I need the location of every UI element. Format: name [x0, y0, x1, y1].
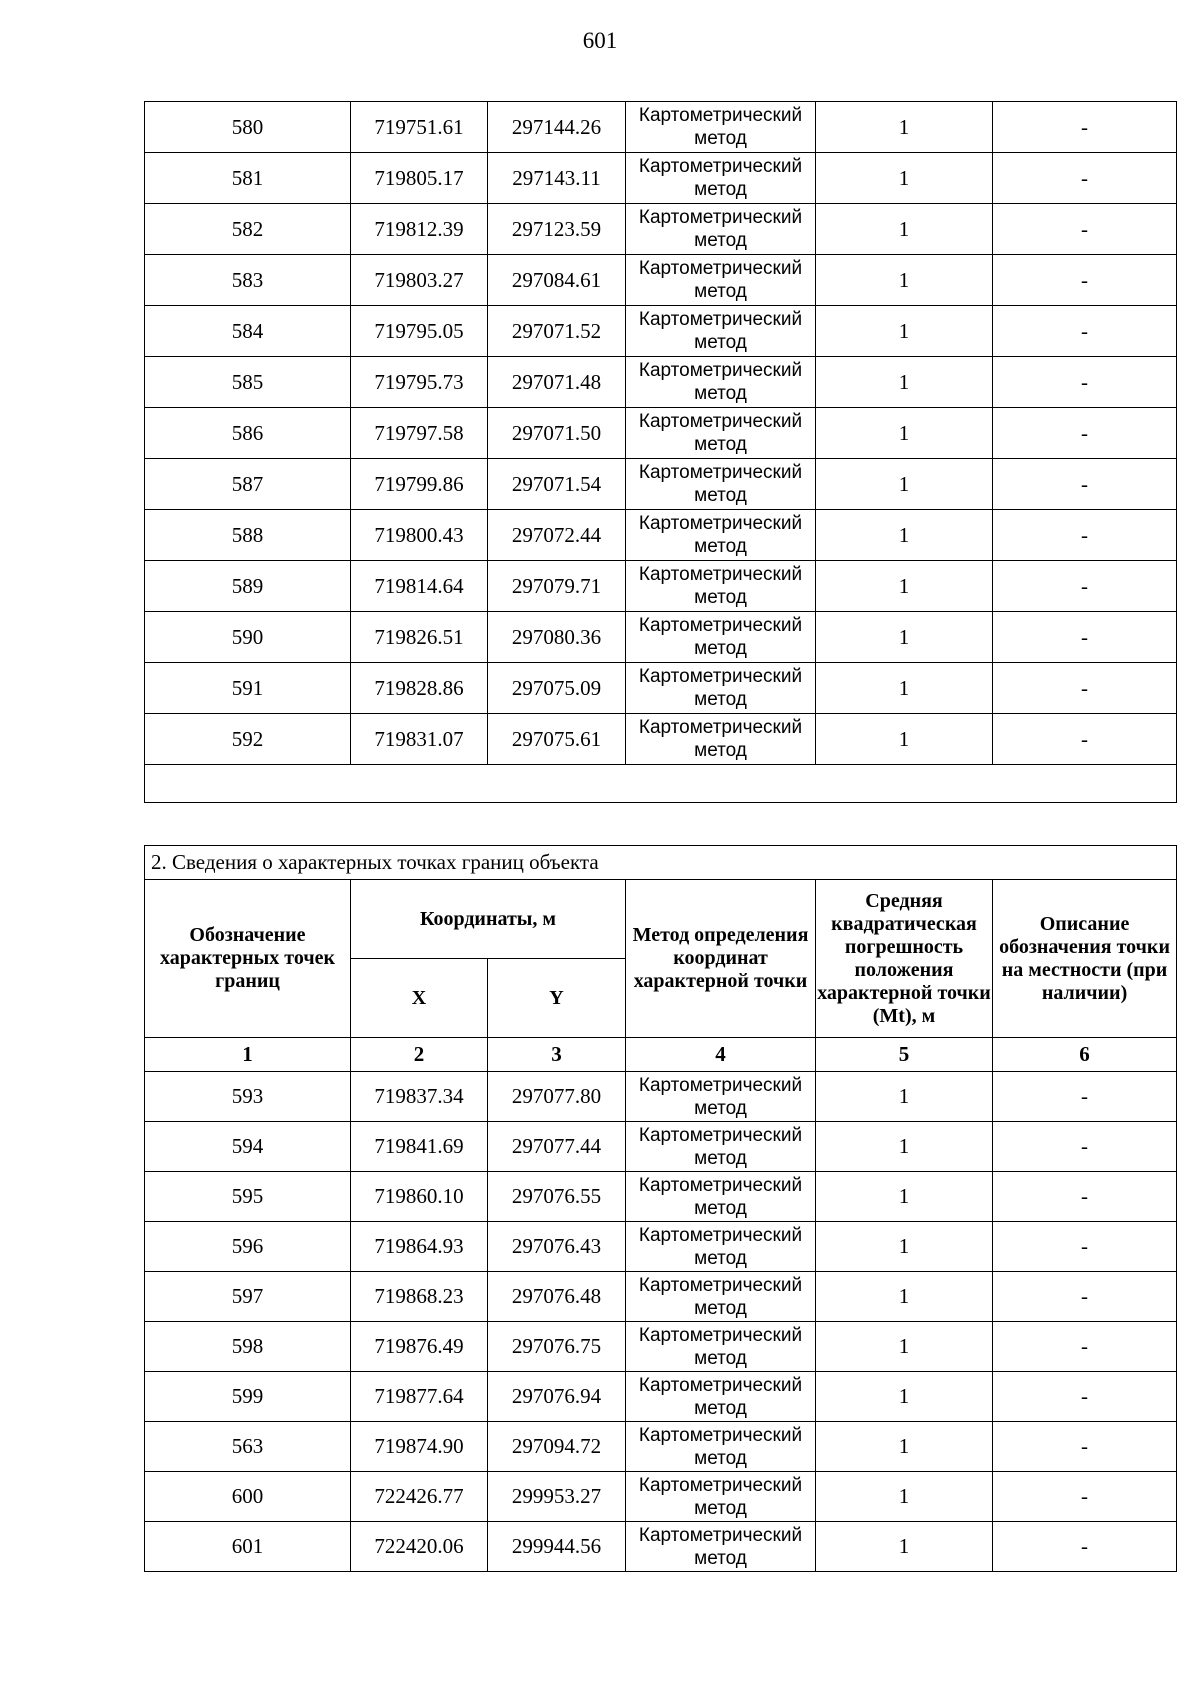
boundary-points-table — [144, 845, 1177, 1572]
header-description: Описание обозначения точки на местности (при наличии) — [993, 880, 1177, 1038]
description-cell: - — [993, 357, 1177, 408]
description-cell: - — [993, 1322, 1177, 1372]
point-number-cell: 588 — [145, 510, 351, 561]
description-cell: - — [993, 1272, 1177, 1322]
method-cell: Картометрический метод — [626, 1372, 816, 1422]
y-coordinate-cell: 297076.55 — [488, 1172, 626, 1222]
y-coordinate-cell: 297071.48 — [488, 357, 626, 408]
accuracy-cell: 1 — [816, 1322, 993, 1372]
point-number-cell: 601 — [145, 1522, 351, 1572]
table-row — [145, 1522, 1177, 1572]
accuracy-cell: 1 — [816, 1422, 993, 1472]
description-cell: - — [993, 714, 1177, 765]
header-accuracy: Средняя квадратическая погрешность положения характерной точки (Mt), м — [816, 880, 993, 1038]
column-number: 1 — [145, 1038, 351, 1072]
method-cell: Картометрический метод — [626, 1322, 816, 1372]
header-coordinates: Координаты, м — [351, 880, 626, 959]
description-cell: - — [993, 204, 1177, 255]
point-number-cell: 599 — [145, 1372, 351, 1422]
point-number-cell: 597 — [145, 1272, 351, 1322]
x-coordinate-cell: 719751.61 — [351, 102, 488, 153]
table-row — [145, 1472, 1177, 1522]
x-coordinate-cell: 719799.86 — [351, 459, 488, 510]
accuracy-cell: 1 — [816, 714, 993, 765]
description-cell: - — [993, 255, 1177, 306]
x-coordinate-cell: 719828.86 — [351, 663, 488, 714]
point-number-cell: 582 — [145, 204, 351, 255]
boundary-points-table-body — [145, 1072, 1177, 1572]
header-x: X — [351, 959, 488, 1038]
accuracy-cell: 1 — [816, 1172, 993, 1222]
method-cell: Картометрический метод — [626, 102, 816, 153]
accuracy-cell: 1 — [816, 153, 993, 204]
accuracy-cell: 1 — [816, 663, 993, 714]
point-number-cell: 590 — [145, 612, 351, 663]
table-empty-row — [145, 765, 1177, 803]
method-cell: Картометрический метод — [626, 612, 816, 663]
y-coordinate-cell: 297144.26 — [488, 102, 626, 153]
x-coordinate-cell: 719826.51 — [351, 612, 488, 663]
y-coordinate-cell: 299944.56 — [488, 1522, 626, 1572]
method-cell: Картометрический метод — [626, 357, 816, 408]
description-cell: - — [993, 612, 1177, 663]
point-number-cell: 583 — [145, 255, 351, 306]
y-coordinate-cell: 297077.44 — [488, 1122, 626, 1172]
description-cell: - — [993, 510, 1177, 561]
table-row — [145, 306, 1177, 357]
table-row — [145, 1372, 1177, 1422]
x-coordinate-cell: 719860.10 — [351, 1172, 488, 1222]
description-cell: - — [993, 1172, 1177, 1222]
y-coordinate-cell: 297071.52 — [488, 306, 626, 357]
description-cell: - — [993, 1422, 1177, 1472]
x-coordinate-cell: 719803.27 — [351, 255, 488, 306]
x-coordinate-cell: 719864.93 — [351, 1222, 488, 1272]
method-cell: Картометрический метод — [626, 663, 816, 714]
y-coordinate-cell: 297094.72 — [488, 1422, 626, 1472]
table-row — [145, 663, 1177, 714]
x-coordinate-cell: 719800.43 — [351, 510, 488, 561]
y-coordinate-cell: 297076.94 — [488, 1372, 626, 1422]
y-coordinate-cell: 297076.48 — [488, 1272, 626, 1322]
table-row — [145, 1172, 1177, 1222]
method-cell: Картометрический метод — [626, 714, 816, 765]
x-coordinate-cell: 719797.58 — [351, 408, 488, 459]
table-row — [145, 204, 1177, 255]
method-cell: Картометрический метод — [626, 1222, 816, 1272]
point-number-cell: 580 — [145, 102, 351, 153]
point-number-cell: 586 — [145, 408, 351, 459]
accuracy-cell: 1 — [816, 204, 993, 255]
description-cell: - — [993, 102, 1177, 153]
method-cell: Картометрический метод — [626, 1272, 816, 1322]
column-number: 2 — [351, 1038, 488, 1072]
table-row — [145, 1422, 1177, 1472]
y-coordinate-cell: 297071.54 — [488, 459, 626, 510]
method-cell: Картометрический метод — [626, 306, 816, 357]
description-cell: - — [993, 1472, 1177, 1522]
accuracy-cell: 1 — [816, 102, 993, 153]
coordinates-table-continued — [144, 101, 1177, 803]
method-cell: Картометрический метод — [626, 1522, 816, 1572]
y-coordinate-cell: 297084.61 — [488, 255, 626, 306]
table-row — [145, 408, 1177, 459]
accuracy-cell: 1 — [816, 255, 993, 306]
table-row — [145, 1222, 1177, 1272]
y-coordinate-cell: 297080.36 — [488, 612, 626, 663]
y-coordinate-cell: 297075.09 — [488, 663, 626, 714]
table-row — [145, 459, 1177, 510]
column-number: 6 — [993, 1038, 1177, 1072]
table-caption-row — [145, 846, 1177, 880]
y-coordinate-cell: 297079.71 — [488, 561, 626, 612]
point-number-cell: 581 — [145, 153, 351, 204]
method-cell: Картометрический метод — [626, 459, 816, 510]
y-coordinate-cell: 297076.75 — [488, 1322, 626, 1372]
method-cell: Картометрический метод — [626, 204, 816, 255]
page-number: 601 — [582, 28, 618, 53]
x-coordinate-cell: 719841.69 — [351, 1122, 488, 1172]
point-number-cell: 598 — [145, 1322, 351, 1372]
table-row — [145, 102, 1177, 153]
table-row — [145, 1072, 1177, 1122]
x-coordinate-cell: 722420.06 — [351, 1522, 488, 1572]
point-number-cell: 595 — [145, 1172, 351, 1222]
accuracy-cell: 1 — [816, 408, 993, 459]
x-coordinate-cell: 719812.39 — [351, 204, 488, 255]
coordinates-table-body — [145, 102, 1177, 765]
method-cell: Картометрический метод — [626, 1072, 816, 1122]
y-coordinate-cell: 297143.11 — [488, 153, 626, 204]
point-number-cell: 587 — [145, 459, 351, 510]
y-coordinate-cell: 297071.50 — [488, 408, 626, 459]
method-cell: Картометрический метод — [626, 561, 816, 612]
method-cell: Картометрический метод — [626, 1172, 816, 1222]
y-coordinate-cell: 297076.43 — [488, 1222, 626, 1272]
y-coordinate-cell: 297077.80 — [488, 1072, 626, 1122]
description-cell: - — [993, 1122, 1177, 1172]
x-coordinate-cell: 719868.23 — [351, 1272, 488, 1322]
x-coordinate-cell: 719876.49 — [351, 1322, 488, 1372]
point-number-cell: 584 — [145, 306, 351, 357]
accuracy-cell: 1 — [816, 612, 993, 663]
accuracy-cell: 1 — [816, 510, 993, 561]
y-coordinate-cell: 299953.27 — [488, 1472, 626, 1522]
accuracy-cell: 1 — [816, 561, 993, 612]
table-row — [145, 1272, 1177, 1322]
table-row — [145, 1322, 1177, 1372]
point-number-cell: 592 — [145, 714, 351, 765]
table-row — [145, 510, 1177, 561]
table-row — [145, 1122, 1177, 1172]
column-number: 4 — [626, 1038, 816, 1072]
description-cell: - — [993, 306, 1177, 357]
y-coordinate-cell: 297072.44 — [488, 510, 626, 561]
method-cell: Картометрический метод — [626, 408, 816, 459]
x-coordinate-cell: 719877.64 — [351, 1372, 488, 1422]
accuracy-cell: 1 — [816, 1522, 993, 1572]
x-coordinate-cell: 719795.05 — [351, 306, 488, 357]
point-number-cell: 594 — [145, 1122, 351, 1172]
column-number-row — [145, 1038, 1177, 1072]
table-row — [145, 561, 1177, 612]
accuracy-cell: 1 — [816, 1472, 993, 1522]
x-coordinate-cell: 719831.07 — [351, 714, 488, 765]
accuracy-cell: 1 — [816, 1222, 993, 1272]
y-coordinate-cell: 297075.61 — [488, 714, 626, 765]
description-cell: - — [993, 459, 1177, 510]
description-cell: - — [993, 663, 1177, 714]
accuracy-cell: 1 — [816, 459, 993, 510]
table-row — [145, 255, 1177, 306]
accuracy-cell: 1 — [816, 1272, 993, 1322]
method-cell: Картометрический метод — [626, 1422, 816, 1472]
x-coordinate-cell: 719874.90 — [351, 1422, 488, 1472]
x-coordinate-cell: 719814.64 — [351, 561, 488, 612]
point-number-cell: 589 — [145, 561, 351, 612]
x-coordinate-cell: 719795.73 — [351, 357, 488, 408]
accuracy-cell: 1 — [816, 306, 993, 357]
description-cell: - — [993, 1372, 1177, 1422]
description-cell: - — [993, 561, 1177, 612]
x-coordinate-cell: 719805.17 — [351, 153, 488, 204]
description-cell: - — [993, 1222, 1177, 1272]
header-point-designation: Обозначение характерных точек границ — [145, 880, 351, 1038]
table-row — [145, 357, 1177, 408]
accuracy-cell: 1 — [816, 1072, 993, 1122]
column-number: 3 — [488, 1038, 626, 1072]
header-y: Y — [488, 959, 626, 1038]
point-number-cell: 591 — [145, 663, 351, 714]
table-row — [145, 714, 1177, 765]
point-number-cell: 596 — [145, 1222, 351, 1272]
table-caption: 2. Сведения о характерных точках границ объекта — [145, 846, 1177, 880]
accuracy-cell: 1 — [816, 1122, 993, 1172]
point-number-cell: 585 — [145, 357, 351, 408]
method-cell: Картометрический метод — [626, 153, 816, 204]
description-cell: - — [993, 408, 1177, 459]
empty-cell — [145, 765, 1177, 803]
description-cell: - — [993, 1072, 1177, 1122]
table-header-row — [145, 880, 1177, 959]
point-number-cell: 563 — [145, 1422, 351, 1472]
method-cell: Картометрический метод — [626, 1122, 816, 1172]
table-row — [145, 153, 1177, 204]
accuracy-cell: 1 — [816, 1372, 993, 1422]
description-cell: - — [993, 1522, 1177, 1572]
table-row — [145, 612, 1177, 663]
accuracy-cell: 1 — [816, 357, 993, 408]
method-cell: Картометрический метод — [626, 1472, 816, 1522]
point-number-cell: 600 — [145, 1472, 351, 1522]
x-coordinate-cell: 722426.77 — [351, 1472, 488, 1522]
x-coordinate-cell: 719837.34 — [351, 1072, 488, 1122]
point-number-cell: 593 — [145, 1072, 351, 1122]
description-cell: - — [993, 153, 1177, 204]
column-number: 5 — [816, 1038, 993, 1072]
header-method: Метод определения координат характерной точки — [626, 880, 816, 1038]
method-cell: Картометрический метод — [626, 510, 816, 561]
y-coordinate-cell: 297123.59 — [488, 204, 626, 255]
method-cell: Картометрический метод — [626, 255, 816, 306]
